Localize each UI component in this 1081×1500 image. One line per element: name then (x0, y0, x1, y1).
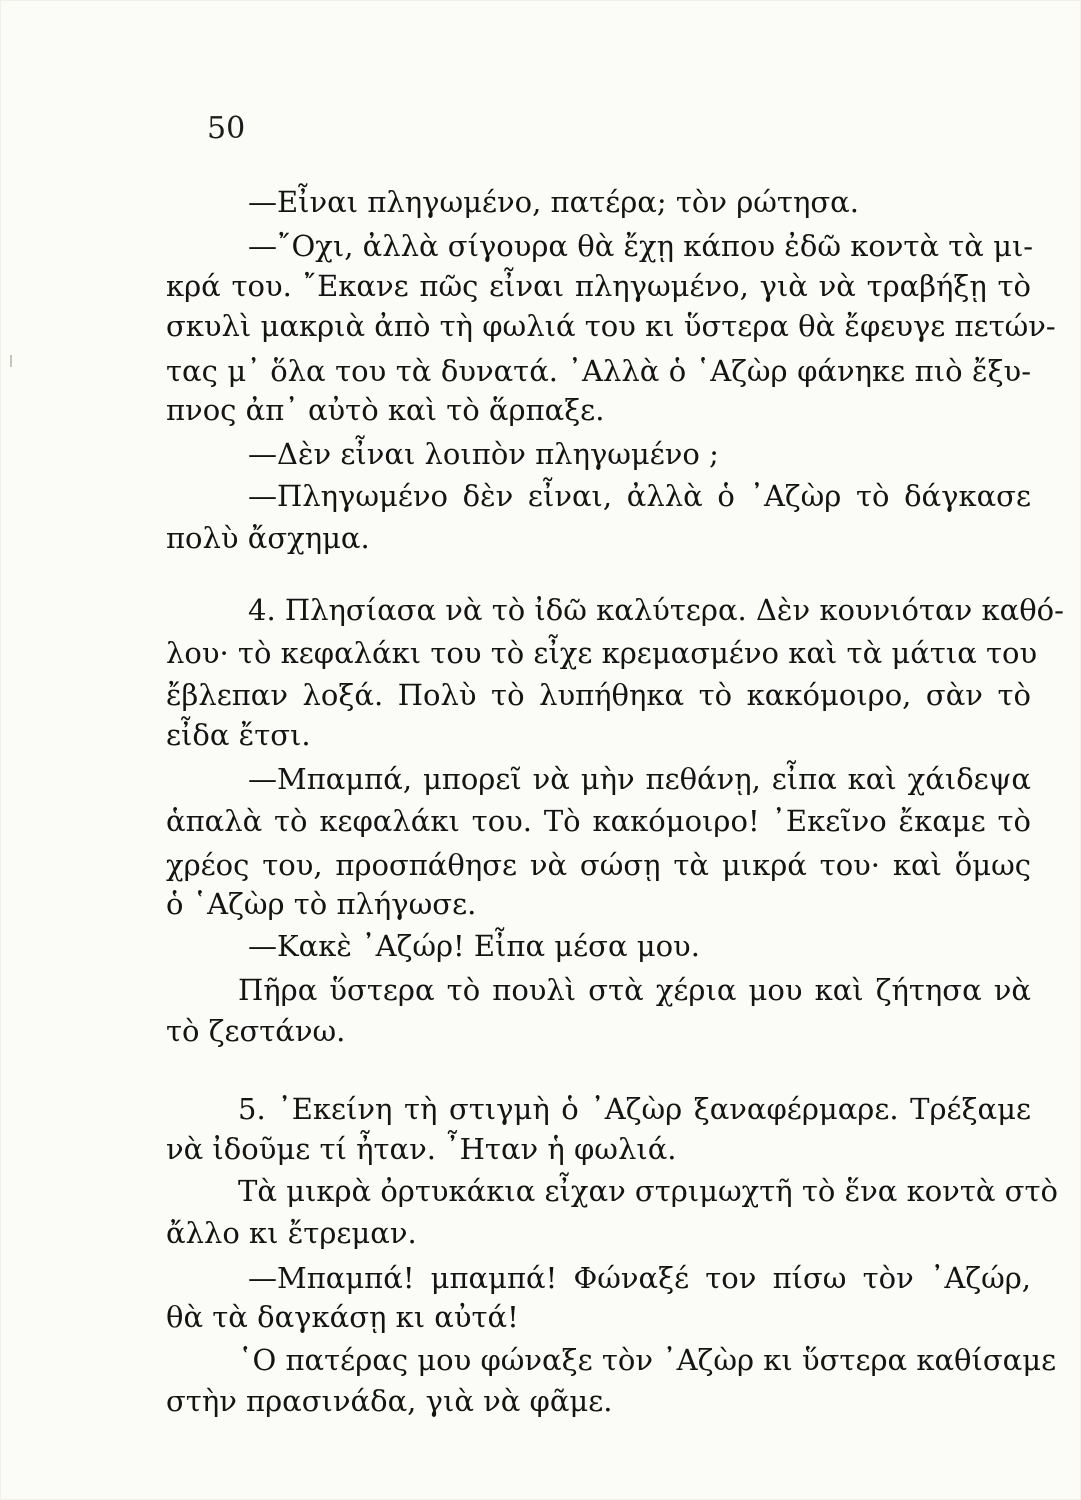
text-line: νὰ ἰδοῦμε τί ἦταν. ῏Ηταν ἡ φωλιά. (166, 1132, 677, 1166)
text-line: —Εἶναι πληγωμένο, πατέρα; τὸν ρώτησα. (248, 185, 859, 219)
text-line: πνος ἀπ᾽ αὐτὸ καὶ τὸ ἅρπαξε. (166, 393, 605, 427)
text-line: χρέος του, προσπάθησε νὰ σώσῃ τὰ μικρά του· καὶ ὅμως (166, 848, 1031, 882)
text-line: —Δὲν εἶναι λοιπὸν πληγωμένο ; (248, 437, 719, 471)
text-line: ἔβλεπαν λοξά. Πολὺ τὸ λυπήθηκα τὸ κακόμοιρο, σὰν τὸ (166, 678, 1031, 712)
text-line: θὰ τὰ δαγκάσῃ κι αὐτά! (166, 1300, 519, 1334)
text-line: —Κακὲ ᾽Αζώρ! Εἶπα μέσα μου. (248, 929, 700, 963)
text-line: πολὺ ἄσχημα. (166, 521, 370, 555)
text-line: τὸ ζεστάνω. (166, 1014, 346, 1048)
text-line: τας μ᾽ ὅλα του τὰ δυνατά. ᾽Αλλὰ ὁ ῾Αζὼρ φάνηκε πιὸ ἔξυ- (166, 354, 1031, 388)
text-line: 5. ᾽Εκείνη τὴ στιγμὴ ὁ ᾽Αζὼρ ξαναφέρμαρε. Τρέξαμε (238, 1092, 1031, 1126)
text-line: ἁπαλὰ τὸ κεφαλάκι του. Τὸ κακόμοιρο! ᾽Εκεῖνο ἔκαμε τὸ (166, 804, 1031, 838)
text-line: στὴν πρασινάδα, γιὰ νὰ φᾶμε. (166, 1384, 613, 1418)
text-line: —῎Οχι, ἀλλὰ σίγουρα θὰ ἔχῃ κάπου ἐδῶ κοντὰ τὰ μι- (248, 229, 1034, 263)
text-line: —Μπαμπά! μπαμπά! Φώναξέ τον πίσω τὸν ᾽Αζώρ, (248, 1261, 1031, 1295)
text-line: κρά του. ῎Εκανε πῶς εἶναι πληγωμένο, γιὰ νὰ τραβήξῃ τὸ (166, 269, 1031, 303)
text-line: σκυλὶ μακριὰ ἀπὸ τὴ φωλιά του κι ὕστερα θὰ ἔφευγε πετών- (166, 309, 1056, 343)
text-line: ἄλλο κι ἔτρεμαν. (166, 1216, 417, 1250)
text-line: —Μπαμπά, μπορεῖ νὰ μὴν πεθάνῃ, εἶπα καὶ χάιδεψα (248, 762, 1031, 796)
text-line: ὁ ῾Αζὼρ τὸ πλήγωσε. (166, 887, 477, 921)
margin-mark (10, 355, 12, 367)
text-line: Πῆρα ὕστερα τὸ πουλὶ στὰ χέρια μου καὶ ζήτησα νὰ (238, 973, 1031, 1007)
text-line: λου· τὸ κεφαλάκι του τὸ εἶχε κρεμασμένο καὶ τὰ μάτια του (166, 636, 1038, 670)
text-line: εἶδα ἔτσι. (166, 718, 311, 752)
page-number: 50 (207, 111, 246, 146)
text-line: 4. Πλησίασα νὰ τὸ ἰδῶ καλύτερα. Δὲν κουνιόταν καθό- (248, 593, 1064, 627)
text-line: ῾Ο πατέρας μου φώναξε τὸν ᾽Αζὼρ κι ὕστερα καθίσαμε (238, 1343, 1057, 1377)
text-line: —Πληγωμένο δὲν εἶναι, ἀλλὰ ὁ ᾽Αζὼρ τὸ δάγκασε (248, 479, 1031, 513)
text-line: Τὰ μικρὰ ὀρτυκάκια εἶχαν στριμωχτῆ τὸ ἕνα κοντὰ στὸ (238, 1174, 1058, 1208)
